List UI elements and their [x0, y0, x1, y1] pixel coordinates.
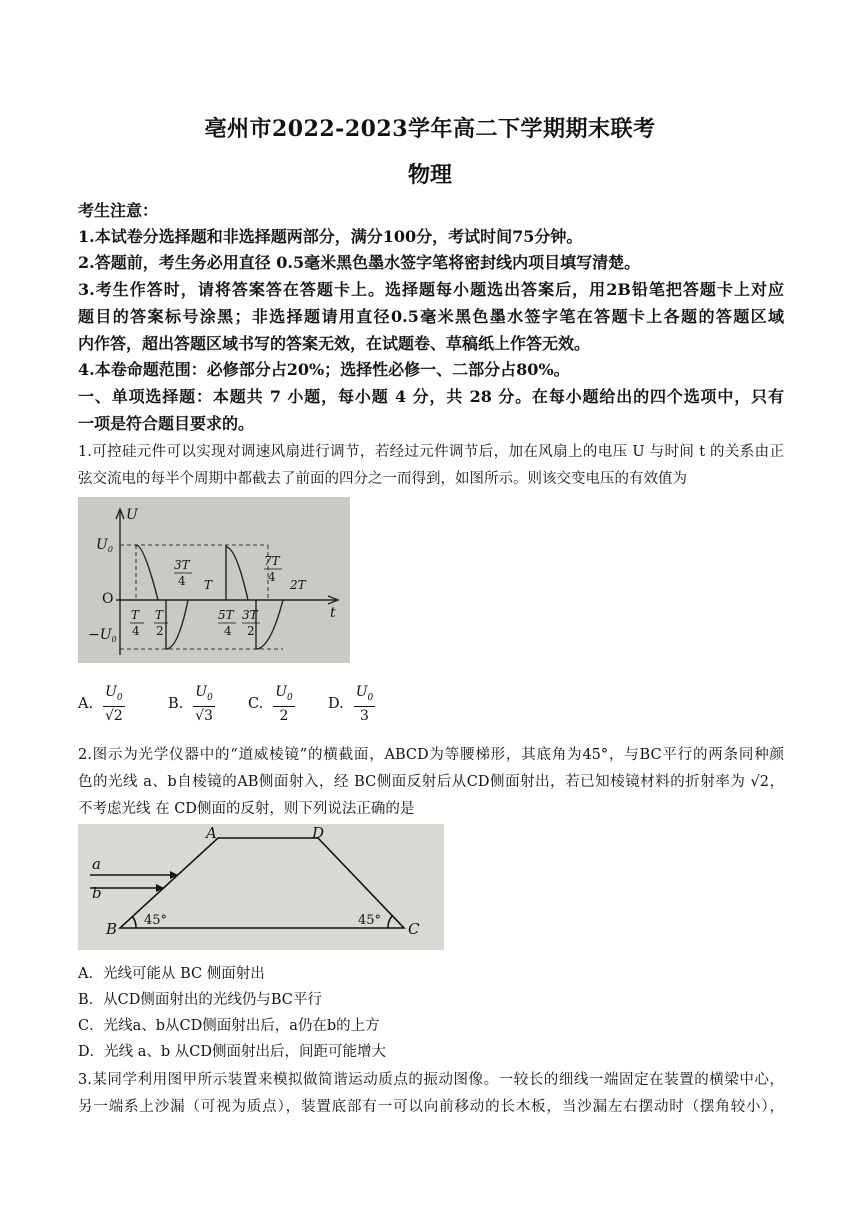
tick-label: 3T [174, 558, 190, 572]
q3-text: 3.某同学利用图甲所示装置来模拟做简谐运动质点的振动图像。一较长的细线一端固定在装置的横梁中心， [78, 1072, 784, 1088]
notice-item-3-cont: 题目的答案标号涂黑；非选择题请用直径0.5毫米黑色墨水签字笔在答题卡上各题的答题区域 [78, 307, 784, 326]
q1-voltage-figure [78, 497, 350, 663]
notice-item-3-end: 内作答，超出答题区域书写的答案无效，在试题卷、草稿纸上作答无效。 [78, 334, 591, 353]
origin-label: O [102, 591, 114, 607]
exam-subject: 物理 [407, 162, 452, 188]
vertex-b-label: B [106, 920, 118, 938]
q2-text: 2.图示为光学仪器中的“道威棱镜”的横截面，ABCD为等腰梯形，其底角为45°，与BC平行的两条同种颜 [78, 747, 784, 763]
tick-label: T [155, 608, 164, 622]
angle-c-label: 45° [358, 913, 382, 928]
notice-heading: 考生注意： [78, 201, 159, 220]
tick-label: 5T [218, 608, 234, 622]
section1-instruction: 一、单项选择题：本题共 7 小题，每小题 4 分，共 28 分。在每小题给出的四个选项中，只有 [78, 387, 784, 406]
neg-u0-label: $-U_0$ [88, 627, 117, 644]
tick-label: T [131, 608, 140, 622]
q2-option-b[interactable]: B．从CD侧面射出的光线仍与BC平行 [78, 992, 322, 1008]
vertex-d-label: D [312, 824, 325, 842]
tick-label: 2 [156, 624, 164, 638]
axis-t-label: t [330, 605, 336, 621]
q2-option-a[interactable]: A．光线可能从 BC 侧面射出 [78, 966, 265, 982]
notice-item-2: 2.答题前，考生务必用直径 0.5毫米黑色墨水签字笔将密封线内项目填写清楚。 [78, 253, 641, 272]
notice-item-3: 3.考生作答时，请将答案答在答题卡上。选择题每小题选出答案后，用2B铅笔把答题卡上对应 [78, 280, 784, 299]
tick-label: 4 [178, 574, 186, 588]
q1-options [78, 682, 478, 726]
q2-prism-figure [78, 824, 444, 950]
tick-label: 4 [268, 570, 276, 584]
exam-title: 亳州市2022-2023学年高二下学期期末联考 [204, 116, 656, 142]
q1-option-c[interactable]: C. $\frac{U_0}{2}$ [248, 683, 293, 725]
q2-option-d[interactable]: D．光线 a、b 从CD侧面射出后，间距可能增大 [78, 1044, 386, 1060]
tick-label: 7T [264, 554, 280, 568]
q1-option-a[interactable]: A. $\frac{U_0}{√2}$ [78, 683, 123, 725]
ray-b-label: b [92, 884, 102, 902]
axis-u-label: U [126, 507, 138, 523]
q3-text-cont: 另一端系上沙漏（可视为质点），装置底部有一可以向前移动的长木板，当沙漏左右摆动时（摆角较小）， [78, 1099, 784, 1115]
angle-b-label: 45° [144, 913, 168, 928]
notice-item-1: 1.本试卷分选择题和非选择题两部分，满分100分，考试时间75分钟。 [78, 227, 583, 246]
tick-label: 4 [132, 624, 140, 638]
ray-a-label: a [92, 855, 101, 873]
tick-label: 3T [242, 608, 258, 622]
section1-instruction-cont: 一项是符合题目要求的。 [78, 414, 255, 433]
vertex-c-label: C [408, 920, 420, 938]
q2-option-c[interactable]: C．光线a、b从CD侧面射出后，a仍在b的上方 [78, 1018, 380, 1034]
tick-label: 2T [290, 578, 306, 592]
q1-option-b[interactable]: B. $\frac{U_0}{√3}$ [168, 683, 213, 725]
vertex-a-label: A [206, 824, 217, 842]
tick-label: T [204, 578, 213, 592]
tick-label: 4 [224, 624, 232, 638]
q1-text-cont: 弦交流电的每半个周期中都截去了前面的四分之一而得到，如图所示。则该交变电压的有效值为 [78, 471, 687, 487]
q2-text-cont: 色的光线 a、b自棱镜的AB侧面射入，经 BC侧面反射后从CD侧面射出，若已知棱镜材料的折射率为 √2， [78, 774, 784, 790]
q1-text: 1.可控硅元件可以实现对调速风扇进行调节，若经过元件调节后，加在风扇上的电压 U 与时间 t 的关系由正 [78, 444, 784, 460]
q2-text-end: 不考虑光线 在 CD侧面的反射，则下列说法正确的是 [78, 801, 415, 817]
u0-label: $U_0$ [96, 537, 113, 554]
q1-option-d[interactable]: D. $\frac{U_0}{3}$ [328, 683, 374, 725]
notice-item-4: 4.本卷命题范围：必修部分占20%；选择性必修一、二部分占80%。 [78, 360, 570, 379]
tick-label: 2 [247, 624, 255, 638]
